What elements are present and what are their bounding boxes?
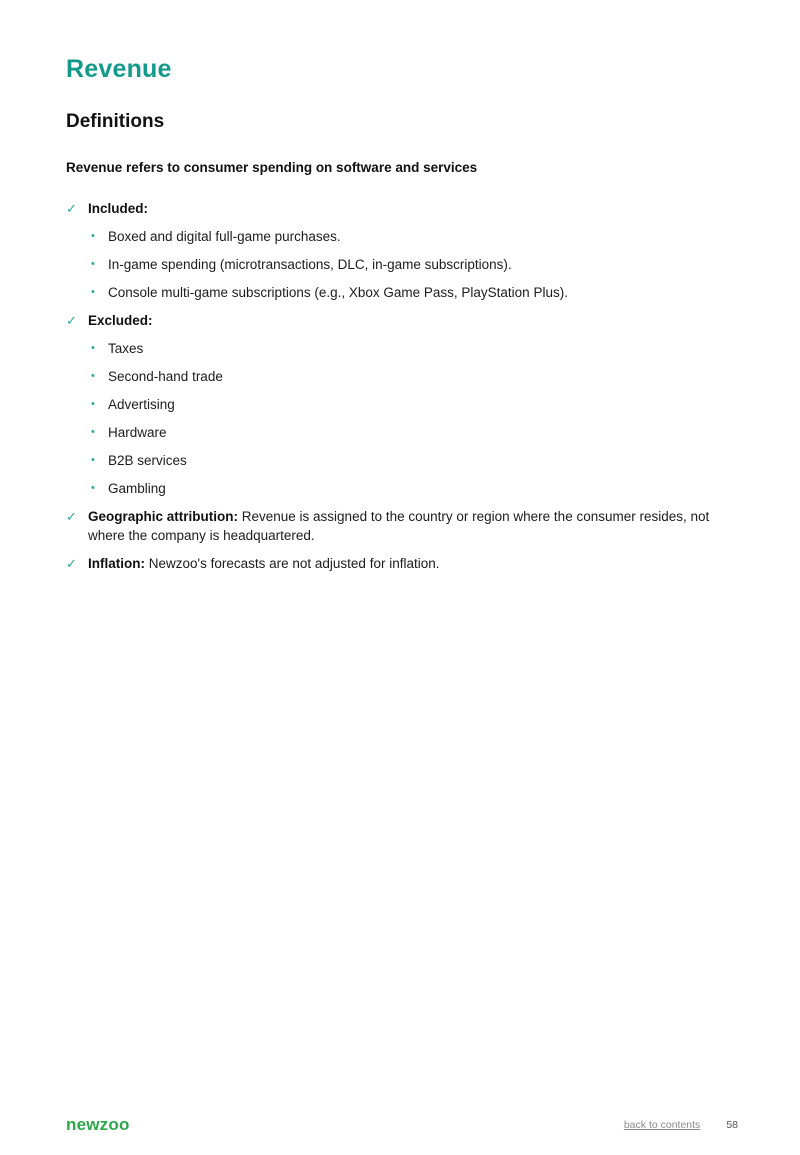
list-item (88, 479, 734, 498)
newzoo-logo: newzoo (66, 1115, 130, 1134)
check-icon: ✓ (66, 556, 77, 571)
intro-text: Revenue refers to consumer spending on software and services (66, 160, 478, 175)
list-item (88, 395, 734, 414)
footer-right (624, 1119, 738, 1131)
page-title: Revenue (66, 55, 172, 83)
checklist-label-bold: Included: (88, 201, 148, 216)
checklist-text (88, 554, 439, 573)
checklist-item-included (66, 199, 734, 218)
checklist-body-text: Newzoo's forecasts are not adjusted for inflation. (145, 556, 440, 571)
bullet-icon: • (91, 482, 95, 494)
checklist-body-text: Revenue is assigned to the country or region where the consumer resides, not where the company is headquartered. (88, 509, 710, 543)
checklist-label (88, 199, 148, 218)
list-item (88, 451, 734, 470)
checklist-label (88, 311, 153, 330)
bullet-text: In-game spending (microtransactions, DLC, in-game subscriptions). (108, 257, 512, 272)
checklist-label-bold: Excluded: (88, 313, 153, 328)
excluded-bullet-list (88, 339, 734, 498)
checklist-item-geographic (66, 507, 734, 545)
bullet-icon: • (91, 398, 95, 410)
included-bullet-list (88, 227, 734, 302)
bullet-text: Taxes (108, 341, 144, 356)
check-icon: ✓ (66, 509, 77, 524)
bullet-icon: • (91, 426, 95, 438)
bullet-icon: • (91, 454, 95, 466)
bullet-text: Gambling (108, 481, 166, 496)
checklist-item-inflation (66, 554, 734, 573)
list-item (88, 423, 734, 442)
checklist-label-bold: Geographic attribution: (88, 509, 238, 524)
back-to-contents-link[interactable]: back to contents (623, 1119, 701, 1131)
section-title: Definitions (66, 111, 165, 132)
bullet-text: Console multi-game subscriptions (e.g., Xbox Game Pass, PlayStation Plus). (108, 285, 568, 300)
list-item (88, 339, 734, 358)
bullet-text: Second-hand trade (108, 369, 223, 384)
bullet-text: Boxed and digital full-game purchases. (108, 229, 341, 244)
bullet-icon: • (91, 258, 95, 270)
list-item (88, 255, 734, 274)
bullet-text: Advertising (108, 397, 175, 412)
list-item (88, 227, 734, 246)
checklist-text (88, 507, 734, 545)
bullet-text: B2B services (108, 453, 187, 468)
check-icon: ✓ (66, 313, 77, 328)
bullet-text: Hardware (108, 425, 167, 440)
bullet-icon: • (91, 370, 95, 382)
page-number: 58 (726, 1119, 738, 1131)
bullet-icon: • (91, 342, 95, 354)
list-item (88, 367, 734, 386)
checklist-label-bold: Inflation: (88, 556, 145, 571)
checklist-item-excluded (66, 311, 734, 330)
page-footer (66, 1115, 738, 1135)
bullet-icon: • (91, 230, 95, 242)
check-icon: ✓ (66, 201, 77, 216)
list-item (88, 283, 734, 302)
bullet-icon: • (91, 286, 95, 298)
